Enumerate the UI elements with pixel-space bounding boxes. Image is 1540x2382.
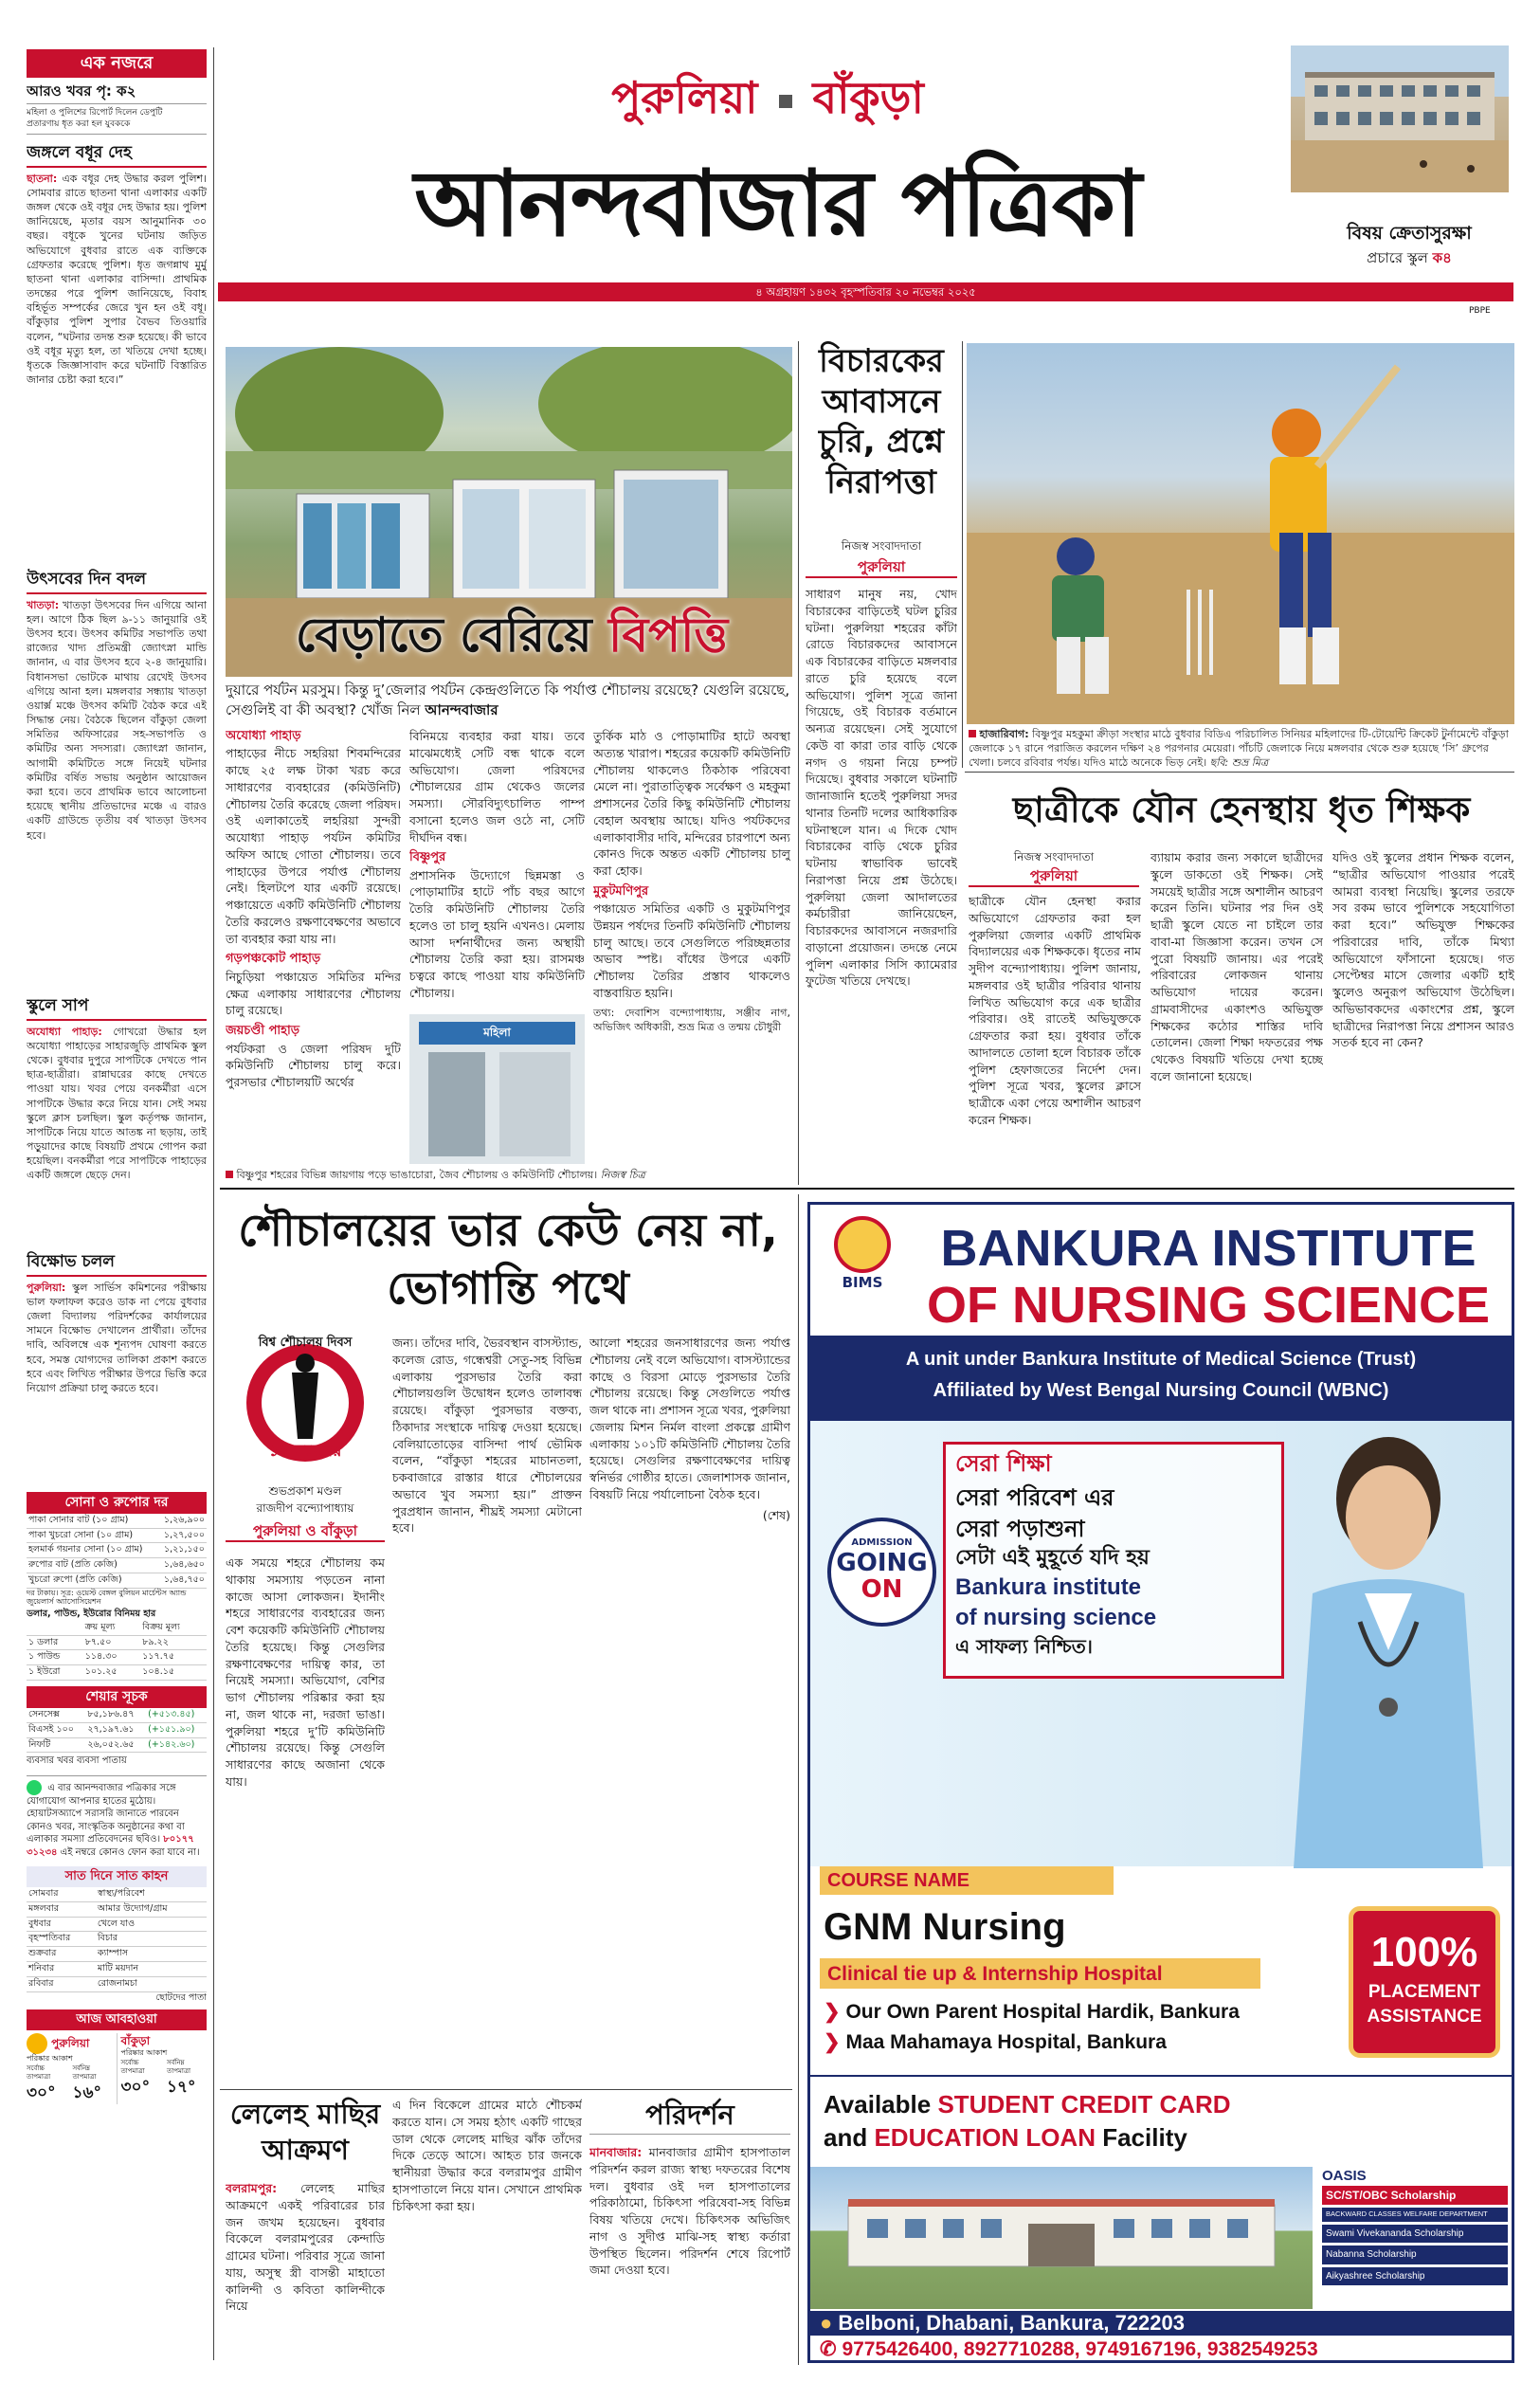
cell: ১ পাউন্ড [27,1650,83,1665]
course-label: COURSE NAME [827,1870,970,1891]
weather-place: পুরুলিয়া [51,2036,90,2050]
cell: হলমার্ক গয়নার সোনা (১০ গ্রাম) [27,1543,157,1558]
placement-badge [1349,1906,1500,2058]
gold-title: সোনা ও রুপোর দর [27,1492,207,1514]
chevron-right-icon: ❯ [824,2031,841,2053]
sub-garpanchkot: গড়পঞ্চকোট পাহাড় [226,952,321,967]
cell: শনিবার [27,1961,96,1976]
cell: নিফটি [27,1737,85,1753]
ad-title-2: OF NURSING SCIENCE [926,1277,1491,1334]
story-place: ছাতনা: [27,172,58,185]
story-title: বিক্ষোভ চলল [27,1251,207,1277]
cell: শুক্রবার [27,1947,96,1962]
toilet-day-logo [226,1335,385,1477]
date-bar [218,282,1513,301]
table-header [27,1621,207,1635]
toilet-sign-text: মহিলা [483,1026,511,1039]
currency-table [27,1621,207,1681]
cell: পাকা খুচরো সোনা (১০ গ্রাম) [27,1528,157,1543]
edition-left: পুরুলিয়া [611,72,758,123]
teaser-sub-text: প্রচারে স্কুল [1367,249,1428,266]
weather-sub: পরিষ্কার আকাশ [120,2048,168,2058]
toilet-place: পুরুলিয়া ও বাঁকুড়া [226,1521,385,1542]
bees-body-2: এ দিন বিকেলে গ্রামের মাঠে শৌচকর্ম করতে যান। সে সময় হঠাৎ একটি গাছের ডাল থেকে লেলেহ মাছির ঝাঁক তাঁদের দিকে তেড়ে আসে। আহত চার জনকে স্থানীয়রা উদ্ধার করে বলরামপুর গ্রামীণ হাসপাতালে নিয়ে যান। সেখানে প্রাথমিক চিকিৎসা করা হয়। [392,2098,582,2213]
cell: ৮৫,১৮৬.৪৭ [85,1708,146,1722]
week-title: সাত দিনে সাত কাহন [27,1866,207,1887]
min-label: সর্বনিম্ন তাপমাত্রা [72,2064,97,2082]
inspect-place: মানবাজার: [589,2145,643,2159]
cell: খেলে যাও [96,1917,207,1932]
para-col3: তুর্কিক মাঠ ও পোড়ামাটির হাটে অবস্থা অত্যন্ত খারাপ। শহরের কয়েকটি কমিউনিটি শৌচালয় থাকলেও ঠিকঠাক পরিষেবা মেলে না। পুরাতাত্ত্বিক সর্বেক্ষণ ও মহকুমা প্রশাসনের তৈরি কিছু কমিউনিটি শৌচালয় বেহাল অবস্থায় আছে। যদিও পর্যটকদের এলাকাবাসীর দাবি, মন্দিরের চারপাশে অন্য কোনও দিকে অন্তত একটি শৌচালয় চালু করা হোক। [593,729,790,878]
divider [220,2089,792,2090]
cell: ১১৪.৩০ [83,1650,141,1665]
cell: মঙ্গলবার [27,1901,96,1917]
issue-date: ৪ অগ্রহায়ণ ১৪৩২ বৃহস্পতিবার ২০ নভেম্বর ২০২৫ [755,285,976,299]
story-body-protest [27,1251,207,1488]
weather-place: বাঁকুড়া [120,2033,151,2047]
admission-label: ADMISSION [851,1537,913,1548]
sun-icon [27,2033,47,2054]
assistance-label: ASSISTANCE [1367,2007,1482,2027]
story-text: গোখরো উদ্ধার হল অযোধ্যা পাহাড়ের সাহারজুড়ি প্রাথমিক স্কুল থেকে। বুধবার দুপুরে সাপটিকে দেখতে পান ছাত্র-ছাত্রীরা। রান্নাঘরের কাছে দেখতে পাওয়া যায়। খবর পেয়ে বনকর্মীরা এসে সাপটিকে উদ্ধার করে নিয়ে যান। সেই সময় স্কুলে ক্লাস চলছিল। স্কুল কর্তৃপক্ষ জানান, সাপটিকে নিয়ে যাতে আতঙ্ক না ছড়ায়, তাই পড়ুয়াদের কাছে বিষয়টি প্রথমে গোপন করা হয়েছিল। বনকর্মীরা পরে সাপটিকে পাহাড়ের একটি জঙ্গলে ছেড়ে দেন। [27,1025,207,1182]
cell: ১০৪.১৫ [140,1665,207,1681]
weather-purulia [27,2033,113,2104]
toilet-byline-2: রাজদীপ বন্দ্যোপাধ্যায় [256,1501,354,1515]
edition-separator [779,95,792,108]
scholarship-title: SC/ST/OBC Scholarship [1322,2186,1508,2205]
table-row [27,1573,207,1588]
credit-e: Facility [1102,2123,1187,2153]
para-ayodhya: পাহাড়ের নীচে সহরিয়া শিবমন্দিরের কাছে ২৫ লক্ষ টাকা খরচ করে সাধারণের ব্যবহারের (কমিউনিটি) শৌচালয় তৈরি করেছে জেলা পরিষদ। ওই এলাকাতেই লহরিয়া সুন্দরী অযোধ্যা পাহাড় পর্যটন কমিটির অফিস আছে গোতা শৌচালয়। তবে পাহাড়ের উপরে পর্যাপ্ত শৌচালয় নেই। হিলটপে যার একটি রয়েছে। পঞ্চায়েতে একটি কমিউনিটি শৌচালয় তৈরি করলেও রক্ষণাবেক্ষণের অভাবে তা ব্যবহার করা যায় না। [226,746,401,946]
cell: ১০১.২৫ [83,1665,141,1681]
harass-headline: ছাত্রীকে যৌন হেনস্থায় ধৃত শিক্ষক [1012,790,1471,830]
inspect-headline: পরিদর্শন [589,2097,790,2135]
harass-place: পুরুলিয়া [969,866,1139,887]
week-box [27,1866,207,2004]
nurse-image [1275,1432,1502,1868]
table-row [27,1665,207,1681]
sidebar [27,49,207,2362]
table-row [27,1976,207,1991]
share-title: শেয়ার সূচক [27,1686,207,1708]
going-label: GOING [836,1548,928,1577]
weather-sub: পরিষ্কার আকাশ [27,2053,73,2063]
sub-ayodhya: অযোধ্যা পাহাড় [226,729,301,743]
ad-logo [820,1216,905,1320]
story-end-mark: (শেষ) [762,1507,790,1522]
phone-band [810,2336,1512,2363]
cell: আমার উদ্যোগ/গ্রাম [96,1901,207,1917]
story-place: অযোধ্যা পাহাড়: [27,1025,102,1038]
toilet-col-3 [589,1335,790,2085]
whatsapp-icon [27,1780,42,1795]
cell: খুচরো রুপো (প্রতি কেজি) [27,1573,157,1588]
caption-text: বিষ্ণুপুর মহকুমা ক্রীড়া সংস্থার মাঠে বুধবার বিডিএ পরিচালিত সিনিয়র মহিলাদের টি-টোয়েন্টি ক্রিকেট টুর্নামেন্টে বাঁকুড়া জেলাকে ১৭ রানে পরাজিত করলেন দক্ষিণ ২৪ পরগনার মেয়েরা। পাঁচটি জেলাকে নিয়ে মঙ্গলবার থেকে শুরু হয়েছে ‘সি’ গ্রুপের খেলা। চলবে রবিবার পর্যন্ত। যদিও মাঠে অনেকে ভিড় নেই। [969,728,1509,769]
cell: বিক্রয় মূল্য [140,1621,207,1635]
campus-image [810,2167,1313,2309]
max-temp: ৩০° [27,2082,56,2102]
cell: মাটি ময়দান [96,1961,207,1976]
building-image [1291,45,1509,192]
share-note: ব্যবসার খবর ব্যবসা পাতায় [27,1755,127,1767]
cell: রুপোর বাট (প্রতি কেজি) [27,1558,157,1573]
sidebar-divider [213,47,214,2360]
story-text: স্কুল সার্ভিস কমিশনের পরীক্ষায় ভাল ফলাফল করেও ডাক না পেয়ে বুধবার জেলা বিদ্যালয় পরিদর্শকের কার্যালয়ের সামনে বিক্ষোভ দেখালেন প্রার্থীরা। তাঁদের দাবি, অবিলম্বে এক শূন্যপদ ঘোষণা করতে হবে, সমস্ত যোগ্যদের তালিকা প্রকাশ করতে হবে এবং লিখিত পরীক্ষার উপরে ভিত্তি করে নিয়োগ প্রক্রিয়া চালু করতে হবে। [27,1281,207,1394]
course-label-band [820,1866,1114,1895]
table-row [27,1737,207,1753]
divider [798,341,799,1185]
paper-title: আনন্দবাজার পত্রিকা [414,150,1140,257]
credit-c: and [824,2123,868,2153]
address-band [810,2311,1512,2336]
cell: ৮৭.৫০ [83,1635,141,1650]
story-text: খাতড়া উৎসবের দিন এগিয়ে আনা হল। আগে ঠিক ছিল ৯-১১ জানুয়ারি ওই উৎসব হবে। উৎসব কমিটির সভাপতি তথা রাজ্যের খাদ্য প্রতিমন্ত্রী জ্যোৎস্না মান্ডি জানান, এ বার উৎসব হবে ২-৪ জানুয়ারি। বিধানসভা ভোটকে মাথায় রেখেই উৎসব এগিয়ে আনা হল। মঙ্গলবার সন্ধ্যায় খাতড়া ওয়ার্ক্স মঞ্চে উৎসব কমিটি বৈঠক করে এই সিদ্ধান্ত নেয়। বৈঠকে ছিলেন বাঁকুড়া জেলা সমিতির অফিসারের সহ-সভাপতি ও কমিটির অন্য সদস্যরা। জ্যোৎস্না জানান, আগামী কমিটিতে সঙ্গে নিয়েই ঘটনার কমিটির বর্ষিত সভায় অনুষ্ঠান আয়োজন করা হবে। তবে প্রাথমিক ভাবে আলোচনা হয়েছে স্থানীয় প্রতিভাদের মঞ্চে এ বারও একটি গ্রাউন্ডে তৃতীয় বর্ষ খাতড়া উৎসব হবে। [27,598,207,842]
theft-place: পুরুলিয়া [806,557,957,578]
cell: ১১৭.৭৫ [140,1650,207,1665]
harass-col-2: ব্যায়াম করার জন্য সকালে ছাত্রীদের স্কুলে ডাকতো ওই শিক্ষক। সেই সময়েই ছাত্রীর সঙ্গে অশালীন আচরণ করেন তিনি। ঘটনার পর দিন ওই ছাত্রী স্কুলে যেতে না চাইলে তার বাবা-মা জিজ্ঞাসা করেন। তখন সে পুরো বিষয়টি জানায়। এর পরেই পরিবারের লোকজন থানায় অভিযোগ দায়ের করেন। গ্রামবাসীদের একাংশও অভিযুক্ত শিক্ষকের কঠোর শাস্তির দাবি তোলেন। জেলা শিক্ষা দফতরের পক্ষ থেকেও বিষয়টি খতিয়ে দেখা হচ্ছে বলে জানানো হয়েছে। [1150,850,1323,1083]
para-mukutmanipur: পঞ্চায়েত সমিতির একটি ও মুকুটমণিপুর উন্নয়ন পর্ষদের তিনটি কমিউনিটি শৌচালয় চালু আছে। তবে সেগুলিতে পরিচ্ছন্নতার অভাব স্পষ্ট। বাঁধের উপরে একটি শৌচালয় তৈরির প্রস্তাব থাকলেও বাস্তবায়িত হয়নি। [593,901,790,1000]
scholarship-panel [1322,2167,1508,2309]
logo-emblem-icon [834,1216,891,1273]
max-temp: ৩০° [120,2077,151,2097]
table-row [27,1961,207,1976]
cell: পাকা সোনার বাট (১০ গ্রাম) [27,1514,157,1528]
theft-body: সাধারণ মানুষ নয়, খোদ বিচারকের বাড়িতেই ঘটল চুরির ঘটনা। পুরুলিয়া শহরের কাঁটা রোডে বিচারকদের আবাসনে এক বিচারকের বাড়িতে মঙ্গলবার রাতে চুরি হয়েছে বলে অভিযোগ। পুলিশ সূত্রে জানা গিয়েছে, ওই বিচারক বর্তমানে অন্যত্র রয়েছেন। সেই সুযোগে কেউ বা কারা তার বাড়ি থেকে নগদ ও গয়না নিয়ে চম্পট দিয়েছে। বুধবার সকালে ঘটনাটি জানাজানি হতেই পুরুলিয়া সদর থানার তিনটি দলের আধিকারিক ঘটনাস্থলে যান। এ দিকে খোদ বিচারকের বাড়ি থেকে চুরির ঘটনায় স্বাভাবিক ভাবেই নিরাপত্তা নিয়ে প্রশ্ন উঠেছে। পুরুলিয়া জেলা আদালতের কর্মচারীরা জানিয়েছেন, বিচারকদের আবাসনে নজরদারি বাড়ানো প্রয়োজন। তদন্তে নেমে পুলিশ এলাকার সিসি ক্যামেরার ফুটেজ খতিয়ে দেখছে। [806,587,957,989]
share-table [27,1708,207,1753]
placement-pct: 100% [1370,1929,1478,1975]
caption-credit: ছবি: শুভ্র মিত্র [1209,755,1269,769]
address [810,2311,1512,2336]
story-title: জঙ্গলে বধূর দেহ [27,142,207,168]
credit-b: STUDENT CREDIT CARD [937,2090,1231,2118]
table-row [27,1901,207,1917]
inspect-body [589,2144,790,2365]
cell: ১,২১,১৫০ [157,1543,207,1558]
clinical-band [820,1958,1260,1989]
teaser-photo [1291,45,1509,192]
cell: ১,৬৪,৬৫০ [157,1558,207,1573]
sidebar-header: এক নজরে [27,49,207,78]
week-table [27,1887,207,1992]
brief-1: মহিলা ও পুলিশের রিপোর্ট দিলেন ডেপুটি [27,107,163,118]
weather-box [27,2009,207,2103]
lead-col-3 [593,728,790,1166]
whatsapp-tail: এই নম্বরে কোনও ফোন করা যাবে না। [60,1846,200,1858]
cell: ১ ডলার [27,1635,83,1650]
logo-text: BIMS [842,1274,883,1291]
cell: ১,২৬,৯০০ [157,1514,207,1528]
logo-date: ১৯ নভেম্বর [268,1442,342,1461]
cell: ১,২৭,৫০০ [157,1528,207,1543]
cell: ১,৬৪,৭৫০ [157,1573,207,1588]
para-joychandi: পর্যটকরা ও জেলা পরিষদ দুটি কমিউনিটি শৌচালয় চালু করে। পুরসভার শৌচালয়টি অর্থের [226,1041,401,1090]
location-pin-icon: ● [820,2311,833,2335]
phones-text: 9775426400, 8927710288, 9749167196, 9382549253 [842,2338,1318,2360]
caption-credit: নিজস্ব চিত্র [600,1169,645,1181]
logo-text: বিশ্ব শৌচালয় দিবস [258,1336,353,1350]
intro-text: দুয়ারে পর্যটন মরসুম। কিন্তু দু’জেলার পর্যটন কেন্দ্রগুলিতে কি পর্যাপ্ত শৌচালয় রয়েছে? যেগুলি রয়েছে, সেগুলিই বা কী অবস্থা? খোঁজ নিল [226,682,790,718]
hospital-1-text: Our Own Parent Hospital Hardik, Bankura [845,2001,1240,2023]
cell: বৃহস্পতিবার [27,1932,96,1947]
cell: বিচার [96,1932,207,1947]
min-temp: ১৭° [166,2077,196,2097]
table-row [27,1635,207,1650]
sub-bishnupur: বিষ্ণুপুর [409,850,446,865]
table-row [27,1917,207,1932]
cell: বিএসই ১০০ [27,1722,85,1737]
cell: রোজনামচা [96,1976,207,1991]
headline-part-1: বেড়াতে বেরিয়ে [295,608,592,663]
on-label: ON [861,1575,903,1605]
harass-col-3: যদিও ওই স্কুলের প্রধান শিক্ষক বলেন, “ছাত্রীর অভিযোগ পাওয়ার পরেই আমরা ব্যবস্থা নিয়েছি। স্কুলের তরফে সব রকম ভাবে পুলিশকে সহযোগিতা করা হবে।” অভিযুক্ত শিক্ষকের পরিবারের দাবি, তাঁকে মিথ্যা অভিযোগে ফাঁসানো হয়েছে। গত সেপ্টেম্বর মাসে জেলার একটি হাই স্কুলেও অনুরূপ অভিযোগ উঠেছিল। অভিভাবকদের একাংশের প্রশ্ন, স্কুলে ছাত্রীদের নিরাপত্তা নিয়ে প্রশাসন আরও সতর্ক হবে না কেন? [1332,850,1514,1050]
harass-col-1: ছাত্রীকে যৌন হেনস্থা করার অভিযোগে গ্রেফতার করা হল পুরুলিয়া জেলার একটি প্রাথমিক বিদ্যালয়ের এক শিক্ষককে। ধৃতের নাম সুদীপ বন্দ্যোপাধ্যায়। পুলিশ জানায়, মঙ্গলবার ওই ছাত্রীর পরিবার থানায় লিখিত অভিযোগ করে এক ছাত্রীর পরিবার। ওই রাতেই অভিযুক্তকে গ্রেফতার করা হয়। বুধবার তাঁকে আদালতে তোলা হলে বিচারক তাঁকে পুলিশ হেফাজতের নির্দেশ দেন। পুলিশ সূত্রে খবর, স্কুলের ক্লাসে ছাত্রীকে একা পেয়ে অশালীন আচরণ করেন শিক্ষক। [969,894,1141,1127]
para-col2: বিনিময়ে ব্যবহার করা যায়। তবে মাঝেমধ্যেই সেটি বন্ধ থাকে বলে অভিযোগ। জেলা পরিষদের শৌচালয়ের গ্রাম থেকেও জলের সমস্যা। সৌরবিদ্যুৎচালিত পাম্প বসানো হলেও জল ওঠে না, সেটি দীর্ঘদিন বন্ধ। [409,729,585,845]
ad-sub-2: Affiliated by West Bengal Nursing Council (WBNC) [933,1380,1389,1401]
cell: সেনসেক্স [27,1708,85,1722]
ad-inst-2: of nursing science [955,1605,1157,1631]
sub-mukutmanipur: মুকুটমণিপুর [593,883,649,899]
cell: (+৫১৩.৪৫) [146,1708,207,1722]
more-news-ref: আরও খবর পৃ: ক২ [27,78,207,103]
whatsapp-text: এ বার আনন্দবাজার পত্রিকার সঙ্গে যোগাযোগ আপনার হাতের মুঠোয়। হোয়াটসঅ্যাপে সরাসরি জানাতে পারবেন কোনও খবর, সাংস্কৃতিক অনুষ্ঠানের কথা বা এলাকার সমস্যা প্রতিবেদনের ছবিও। [27,1782,185,1846]
bees-headline: লেলেহ মাছির আক্রমণ [229,2098,381,2166]
cell: ক্রয় মূল্য [83,1621,141,1635]
cricket-photo [967,343,1514,724]
edition-code: PBPE [1469,306,1491,316]
caption-place: হাজারিবাগ: [979,728,1029,740]
edition-label [588,68,948,127]
gold-note: দর টাকায়। সূত্র: ওয়েস্ট বেঙ্গল বুলিয়ন মার্চেন্টস অ্যান্ড জুয়েলার্স অ্যাসোসিয়েশন [27,1588,187,1607]
ad-title-1: BANKURA INSTITUTE [940,1220,1477,1277]
story-body-snake [27,995,207,1251]
gold-box [27,1492,207,1681]
phone-icon: ✆ [820,2338,837,2360]
chevron-right-icon: ❯ [824,2001,841,2023]
address-text: Belboni, Dhabani, Bankura, 722203 [838,2311,1185,2335]
story-body-dehe [27,142,207,569]
lead-intro [226,681,792,720]
teaser-sub [1310,248,1509,267]
story-place: খাতড়া: [27,598,60,611]
story-text: এক বধূর দেহ উদ্ধার করল পুলিশ। সোমবার রাতে ছাতনা থানা এলাকার একটি জঙ্গল থেকে ওই বধূর দেহ উদ্ধার হয়। পুলিশ জানিয়েছে, মৃতার বয়স আনুমানিক ৩০ বছর। বধূকে খুনের ঘটনায় জড়িত অভিযোগে বুধবার রাতে এক ব্যক্তিকে গ্রেফতার করেছে পুলিশ। ধৃত জগন্নাথ মুর্মু ছাতনা থানা এলাকার বাসিন্দা। প্রাথমিক তদন্তের পরে পুলিশ জানিয়েছে, বিবাহ বহির্ভূত সম্পর্কের জেরে খুন হন ওই বধূ। বাঁকুড়ার পুলিশ সুপার বৈভব তিওয়ারি বলেন, “ঘটনার তদন্ত শুরু হয়েছে। কী ভাবে ওই বধূর মৃত্যু হল, তা খতিয়ে দেখা হচ্ছে। ধৃতকে জিজ্ঞাসাবাদ করে ঘটনাটি বিস্তারিত জানার চেষ্টা করা হবে।” [27,172,207,387]
headline-part-2: বিপত্তি [608,608,729,663]
ad-divider [810,2075,1512,2077]
para-bishnupur: প্রশাসনিক উদ্যোগে ছিন্নমস্তা ও পোড়ামাটির হাটে পাঁচ বছর আগে তৈরি কমিউনিটি শৌচালয় তৈরি হলেও তা চালু হয়নি এখনও। মেলায় আসা দর্শনার্থীদের জন্য অস্থায়ী শৌচালয় তৈরি করা হয়। রাসমঞ্চ চত্বরে কাছে পাওয়া যায় কমিউনিটি শৌচালয়। [409,867,585,1000]
divider [965,772,1514,773]
table-row [27,1708,207,1722]
story-title: উৎসবের দিন বদল [27,569,207,594]
share-box [27,1686,207,1768]
divider [220,1188,1514,1190]
nurse-photo [1275,1432,1502,1868]
lead-headline [256,604,768,668]
cell: সোমবার [27,1887,96,1901]
table-row [27,1528,207,1543]
phones[interactable] [810,2336,1512,2363]
min-temp: ১৬° [72,2082,102,2102]
toilet-sign-photo [409,1014,585,1164]
cell: ৮৯.২২ [140,1635,207,1650]
story-title: স্কুলে সাপ [27,995,207,1021]
weather-title: আজ আবহাওয়া [27,2009,207,2030]
cell: ২৬,০৫২.৬৫ [85,1737,146,1753]
cricket-caption [969,728,1514,771]
edition-right: বাঁকুড়া [812,72,924,123]
table-row [27,1887,207,1901]
clinical-label: Clinical tie up & Internship Hospital [827,1963,1163,1985]
caption-text: বিষ্ণুপুর শহরের বিভিন্ন জায়গায় পড়ে ভাঙাচোরা, জৈব শৌচালয় ও কমিউনিটি শৌচালয়। [236,1169,598,1181]
course-name: GNM Nursing [824,1906,1066,1948]
toilet-col-3-text: আলো শহরের জনসাধারণের জন্য পর্যাপ্ত শৌচালয় নেই বলে অভিযোগ। বাসস্ট্যান্ডের কাছে ও বিরসা মোড়ে পুরসভার তৈরি শৌচালয় রয়েছে। কিন্তু সেগুলিতে পর্যাপ্ত জল থাকে না। প্রশাসন সূত্রে খবর, পুরুলিয়া জেলায় মিশন নির্মল বাংলা প্রকল্পে গ্রামীণ এলাকায় ১০১টি কমিউনিটি শৌচালয় তৈরি হয়েছে। সেগুলির রক্ষণাবেক্ষণের দায়িত্ব স্বনির্ভর গোষ্ঠীর হাতে। জেলাশাসক জানান, বিষয়টি নিয়ে পর্যালোচনা বৈঠক হবে। [589,1336,790,1501]
bees-text: লেলেহ মাছির আক্রমণে একই পরিবারের চার জন জখম হয়েছেন। বুধবার বিকেলে বলরামপুরের কেন্দাডি গ্রামের ঘটনা। পরিবার সূত্রে জানা যায়, অসুস্থ স্ত্রী বাসন্তী মাহাতো কালিন্দী ও কবিতা কালিন্দীকে নিয়ে [226,2181,385,2314]
nursing-ad[interactable] [807,1202,1514,2363]
max-label: সর্বোচ্চ তাপমাত্রা [27,2064,51,2082]
toilet-byline-1: শুভপ্রকাশ মণ্ডল [268,1484,342,1498]
gold-table [27,1514,207,1589]
ad-sub-1: A unit under Bankura Institute of Medical Science (Trust) [905,1349,1417,1370]
weather-bankura [117,2033,208,2104]
harass-byline: নিজস্ব সংবাদদাতা [1013,850,1095,864]
hospital-1 [824,1999,1240,2026]
theft-headline: বিচারকের আবাসনে চুরি, প্রশ্নে নিরাপত্তা [819,342,944,501]
divider [962,341,963,768]
table-row [27,1947,207,1962]
table-row [27,1514,207,1528]
table-row [27,1932,207,1947]
cell: ২৭,১৯৭.৬১ [85,1722,146,1737]
scholarship-0: BACKWARD CLASSES WELFARE DEPARTMENT [1322,2208,1508,2221]
caption-marker [226,1171,233,1178]
scholarship-2: Nabanna Scholarship [1322,2246,1508,2264]
currency-title: ডলার, পাউন্ড, ইউরোর বিনিময় হার [27,1608,156,1619]
table-row [27,1543,207,1558]
cell: রবিবার [27,1976,96,1991]
intro-by: আনন্দবাজার [425,701,498,718]
theft-byline: নিজস্ব সংবাদদাতা [841,539,922,553]
admission-badge [827,1518,936,1627]
divider [798,1194,799,2365]
cell: ক্যাম্পাস [96,1947,207,1962]
sub-joychandi: জয়চণ্ডী পাহাড় [226,1024,300,1039]
scholarship-1: Swami Vivekananda Scholarship [1322,2225,1508,2244]
toilet-col-2: জন্য। তাঁদের দাবি, ভৈরবস্থান বাসস্ট্যান্ড, কলেজ রোড, গন্ধেশ্বরী সেতু-সহ বিভিন্ন এলাকায় পুরসভার তৈরি করা শৌচালয়গুলি উদ্বোধন হলেও তালাবন্ধ রয়েছে। বাঁকুড়া পুরসভার বক্তব্য, ঠিকাদার সংস্থাকে দায়িত্ব দেওয়া হয়েছে। বেলিয়াতোড়ের বাসিন্দা পার্থ ভৌমিক বলেন, “বাঁকুড়া শহরের মাচানতলা, চকবাজারে রাস্তার ধারে শৌচালয়ের অভাবে খুব সমস্যা হয়।” প্রাক্তন পুরপ্রধান জানান, শীঘ্রই সমস্যা মেটানো হবে। [392,1336,582,1536]
campus-photo [810,2167,1313,2309]
week-tail: ছোটদের পাতা [155,1991,207,2003]
story-body-utsab [27,569,207,995]
ad-bengali-4: সেটা এই মুহূর্তে যদি হয় [955,1546,1150,1571]
table-row [27,1722,207,1737]
lead-caption [226,1169,792,1183]
cricket-image [967,343,1514,724]
hospital-2 [824,2029,1167,2056]
hospital-2-text: Maa Mahamaya Hospital, Bankura [845,2031,1167,2053]
placement-label: PLACEMENT [1368,1982,1481,2003]
brief-2: প্রতারণায় ধৃত করা হল যুবককে [27,118,207,135]
credit-d: EDUCATION LOAN [874,2123,1096,2153]
cell: (+১৫১.৯০) [146,1722,207,1737]
ad-sub-band [810,1336,1512,1421]
bees-body [226,2180,385,2365]
table-row [27,1650,207,1665]
teaser-caption: বিষয় ক্রেতাসুরক্ষা [1347,223,1472,244]
cell: বুধবার [27,1917,96,1932]
toilet-col-1: এক সময়ে শহরে শৌচালয় কম থাকায় সমস্যায় পড়তেন নানা কাজে আসা লোকজন। ইদানীং শহরে সাধারণের ব্যবহারের জন্য বেশ কয়েকটি কমিউনিটি শৌচালয় তৈরি হয়েছে। কিন্তু সেগুলির রক্ষণাবেক্ষণের দায়িত্ব কার, তা নিয়েই সমস্যা। অভিযোগ, বেশির ভাগ শৌচালয় পরিষ্কার করা হয় না, জল থাকে না, দরজা ভাঙা। পুরুলিয়া শহরে দু’টি কমিউনিটি শৌচালয় রয়েছে। কিন্তু সেগুলি সাধারণের কাছে অজানা থেকে যায়। [226,1555,385,1789]
toilet-headline: শৌচালয়ের ভার কেউ নেয় না, ভোগান্তি পথে [238,1205,778,1316]
cell [27,1621,83,1635]
cell: ১ ইউরো [27,1665,83,1681]
whatsapp-box [27,1775,207,1860]
ad-bengali-2: সেরা পরিবেশ এর [955,1484,1114,1512]
credit-a: Available [824,2090,932,2118]
inspect-text: মানবাজার গ্রামীণ হাসপাতাল পরিদর্শন করল রাজ্য স্বাস্থ্য দফতরের বিশেষ দল। বুধবার ওই দল হাসপাতালের পরিকাঠামো, চিকিৎসা পরিষেবা-সহ বিভিন্ন বিষয় খতিয়ে দেখে। চিকিৎসক অভিজিৎ নাগ ও সুদীপ্ত মাঝি-সহ স্বাস্থ্য কর্তারা উপস্থিত ছিলেন। পরিদর্শন শেষে রিপোর্ট জমা দেওয়া হবে। [589,2145,790,2278]
ad-bengali-1: সেরা শিক্ষা [955,1450,1052,1477]
max-label: সর্বোচ্চ তাপমাত্রা [120,2058,145,2076]
story-place: পুরুলিয়া: [27,1281,66,1294]
cell: স্বাস্থ্য/পরিবেশ [96,1887,207,1901]
caption-marker [969,730,976,737]
ad-inst-1: Bankura institute [955,1573,1142,1600]
ad-bengali-box [943,1442,1284,1679]
oasis-logo: OASIS [1322,2168,1367,2184]
teaser-page[interactable]: ক৪ [1432,249,1452,266]
ad-bengali-3: সেরা পড়াশুনা [955,1515,1085,1542]
credit-card-line [824,2088,1506,2155]
ad-bengali-5: এ সাফল্য নিশ্চিত। [955,1634,1093,1658]
lead-col-1 [226,728,401,1166]
bees-place: বলরামপুর: [226,2181,278,2195]
min-label: সর্বনিম্ন তাপমাত্রা [166,2058,191,2076]
whatsapp-number[interactable]: ৮০১৭৭ ৩১২৩৪ [27,1834,194,1858]
table-row [27,1558,207,1573]
para-garpanchkot: নিচুড়িয়া পঞ্চায়েত সমিতির মন্দির ক্ষেত্র এলাকায় সাধারণের শৌচালয় চালু রয়েছে। [226,969,401,1018]
lead-credit: তথ্য: দেবাশিস বন্দ্যোপাধ্যায়, সঞ্জীব নাগ, অভিজিৎ অধিকারী, শুভ্র মিত্র ও তন্ময় চৌধুরী [593,1006,790,1034]
scholarship-3: Aikyashree Scholarship [1322,2267,1508,2286]
cell: (+১৪২.৬০) [146,1737,207,1753]
